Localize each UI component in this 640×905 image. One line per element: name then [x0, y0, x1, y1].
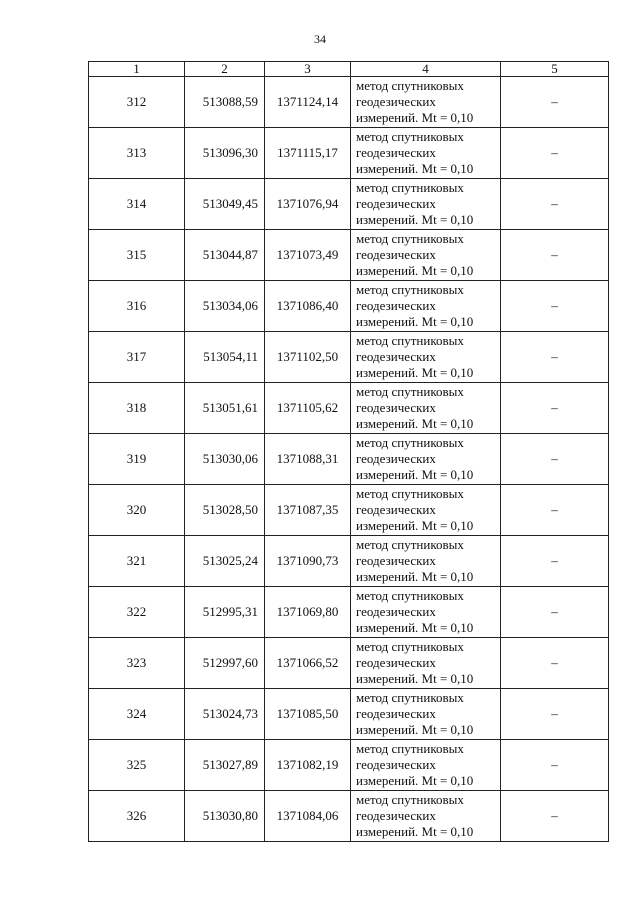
method-line: геодезических	[356, 502, 436, 517]
method-cell	[351, 230, 501, 281]
method-cell	[351, 587, 501, 638]
method-line: метод спутниковых	[356, 78, 464, 93]
point-number-cell: 320	[89, 485, 185, 536]
y-coordinate-cell: 1371087,35	[265, 485, 351, 536]
x-coordinate-cell: 513054,11	[185, 332, 265, 383]
point-number-cell: 322	[89, 587, 185, 638]
point-number-cell: 318	[89, 383, 185, 434]
x-coordinate-cell: 513049,45	[185, 179, 265, 230]
table-header-row	[89, 62, 609, 77]
method-cell	[351, 281, 501, 332]
column-header: 3	[265, 62, 351, 77]
x-coordinate-cell: 513027,89	[185, 740, 265, 791]
method-cell	[351, 77, 501, 128]
y-coordinate-cell: 1371084,06	[265, 791, 351, 842]
x-coordinate-cell: 513024,73	[185, 689, 265, 740]
table-row	[89, 179, 609, 230]
point-number-cell: 323	[89, 638, 185, 689]
table-row	[89, 383, 609, 434]
point-number-cell: 326	[89, 791, 185, 842]
y-coordinate-cell: 1371124,14	[265, 77, 351, 128]
method-line: измерений. Mt = 0,10	[356, 671, 474, 686]
method-cell	[351, 740, 501, 791]
note-cell: –	[501, 179, 609, 230]
method-line: измерений. Mt = 0,10	[356, 569, 474, 584]
table-row	[89, 485, 609, 536]
method-line: геодезических	[356, 94, 436, 109]
x-coordinate-cell: 513030,80	[185, 791, 265, 842]
x-coordinate-cell: 513034,06	[185, 281, 265, 332]
x-coordinate-cell: 513030,06	[185, 434, 265, 485]
note-cell: –	[501, 434, 609, 485]
method-cell	[351, 638, 501, 689]
method-line: геодезических	[356, 604, 436, 619]
note-cell: –	[501, 128, 609, 179]
table-row	[89, 587, 609, 638]
table-row	[89, 281, 609, 332]
x-coordinate-cell: 512997,60	[185, 638, 265, 689]
note-cell: –	[501, 281, 609, 332]
y-coordinate-cell: 1371066,52	[265, 638, 351, 689]
method-line: геодезических	[356, 808, 436, 823]
method-line: геодезических	[356, 247, 436, 262]
method-line: геодезических	[356, 196, 436, 211]
method-line: измерений. Mt = 0,10	[356, 212, 474, 227]
method-line: геодезических	[356, 400, 436, 415]
method-line: измерений. Mt = 0,10	[356, 722, 474, 737]
method-line: измерений. Mt = 0,10	[356, 416, 474, 431]
note-cell: –	[501, 740, 609, 791]
method-cell	[351, 536, 501, 587]
note-cell: –	[501, 638, 609, 689]
method-line: метод спутниковых	[356, 435, 464, 450]
y-coordinate-cell: 1371088,31	[265, 434, 351, 485]
method-line: метод спутниковых	[356, 282, 464, 297]
point-number-cell: 312	[89, 77, 185, 128]
note-cell: –	[501, 536, 609, 587]
method-line: измерений. Mt = 0,10	[356, 518, 474, 533]
method-cell	[351, 485, 501, 536]
x-coordinate-cell: 513028,50	[185, 485, 265, 536]
method-line: измерений. Mt = 0,10	[356, 773, 474, 788]
table-row	[89, 128, 609, 179]
table-row	[89, 332, 609, 383]
x-coordinate-cell: 512995,31	[185, 587, 265, 638]
y-coordinate-cell: 1371082,19	[265, 740, 351, 791]
method-line: измерений. Mt = 0,10	[356, 110, 474, 125]
y-coordinate-cell: 1371115,17	[265, 128, 351, 179]
table-row	[89, 740, 609, 791]
method-line: метод спутниковых	[356, 639, 464, 654]
note-cell: –	[501, 383, 609, 434]
point-number-cell: 316	[89, 281, 185, 332]
y-coordinate-cell: 1371086,40	[265, 281, 351, 332]
method-cell	[351, 434, 501, 485]
y-coordinate-cell: 1371105,62	[265, 383, 351, 434]
method-line: метод спутниковых	[356, 384, 464, 399]
coordinates-table	[88, 61, 609, 842]
y-coordinate-cell: 1371076,94	[265, 179, 351, 230]
note-cell: –	[501, 332, 609, 383]
table-row	[89, 689, 609, 740]
x-coordinate-cell: 513088,59	[185, 77, 265, 128]
y-coordinate-cell: 1371069,80	[265, 587, 351, 638]
page-number: 34	[314, 32, 326, 46]
point-number-cell: 325	[89, 740, 185, 791]
method-line: геодезических	[356, 706, 436, 721]
method-line: геодезических	[356, 757, 436, 772]
method-line: измерений. Mt = 0,10	[356, 263, 474, 278]
point-number-cell: 321	[89, 536, 185, 587]
x-coordinate-cell: 513051,61	[185, 383, 265, 434]
note-cell: –	[501, 230, 609, 281]
note-cell: –	[501, 77, 609, 128]
method-line: метод спутниковых	[356, 690, 464, 705]
method-cell	[351, 689, 501, 740]
method-line: измерений. Mt = 0,10	[356, 467, 474, 482]
note-cell: –	[501, 587, 609, 638]
method-line: метод спутниковых	[356, 231, 464, 246]
method-line: измерений. Mt = 0,10	[356, 824, 474, 839]
x-coordinate-cell: 513025,24	[185, 536, 265, 587]
method-line: геодезических	[356, 298, 436, 313]
method-cell	[351, 383, 501, 434]
x-coordinate-cell: 513096,30	[185, 128, 265, 179]
method-cell	[351, 179, 501, 230]
method-line: метод спутниковых	[356, 588, 464, 603]
table-row	[89, 791, 609, 842]
method-cell	[351, 332, 501, 383]
table-row	[89, 434, 609, 485]
method-line: геодезических	[356, 553, 436, 568]
method-line: метод спутниковых	[356, 129, 464, 144]
method-line: измерений. Mt = 0,10	[356, 620, 474, 635]
method-line: метод спутниковых	[356, 741, 464, 756]
x-coordinate-cell: 513044,87	[185, 230, 265, 281]
column-header: 1	[89, 62, 185, 77]
point-number-cell: 324	[89, 689, 185, 740]
note-cell: –	[501, 689, 609, 740]
point-number-cell: 315	[89, 230, 185, 281]
method-line: геодезических	[356, 145, 436, 160]
table-row	[89, 230, 609, 281]
method-line: геодезических	[356, 451, 436, 466]
point-number-cell: 313	[89, 128, 185, 179]
method-line: метод спутниковых	[356, 333, 464, 348]
y-coordinate-cell: 1371102,50	[265, 332, 351, 383]
y-coordinate-cell: 1371090,73	[265, 536, 351, 587]
note-cell: –	[501, 791, 609, 842]
table-row	[89, 638, 609, 689]
column-header: 4	[351, 62, 501, 77]
method-line: метод спутниковых	[356, 792, 464, 807]
method-line: метод спутниковых	[356, 180, 464, 195]
method-line: измерений. Mt = 0,10	[356, 365, 474, 380]
point-number-cell: 317	[89, 332, 185, 383]
note-cell: –	[501, 485, 609, 536]
column-header: 5	[501, 62, 609, 77]
y-coordinate-cell: 1371085,50	[265, 689, 351, 740]
y-coordinate-cell: 1371073,49	[265, 230, 351, 281]
table-row	[89, 536, 609, 587]
column-header: 2	[185, 62, 265, 77]
method-line: геодезических	[356, 349, 436, 364]
method-line: метод спутниковых	[356, 537, 464, 552]
point-number-cell: 319	[89, 434, 185, 485]
point-number-cell: 314	[89, 179, 185, 230]
table-row	[89, 77, 609, 128]
method-line: измерений. Mt = 0,10	[356, 314, 474, 329]
method-line: геодезических	[356, 655, 436, 670]
method-line: метод спутниковых	[356, 486, 464, 501]
method-cell	[351, 128, 501, 179]
method-cell	[351, 791, 501, 842]
method-line: измерений. Mt = 0,10	[356, 161, 474, 176]
